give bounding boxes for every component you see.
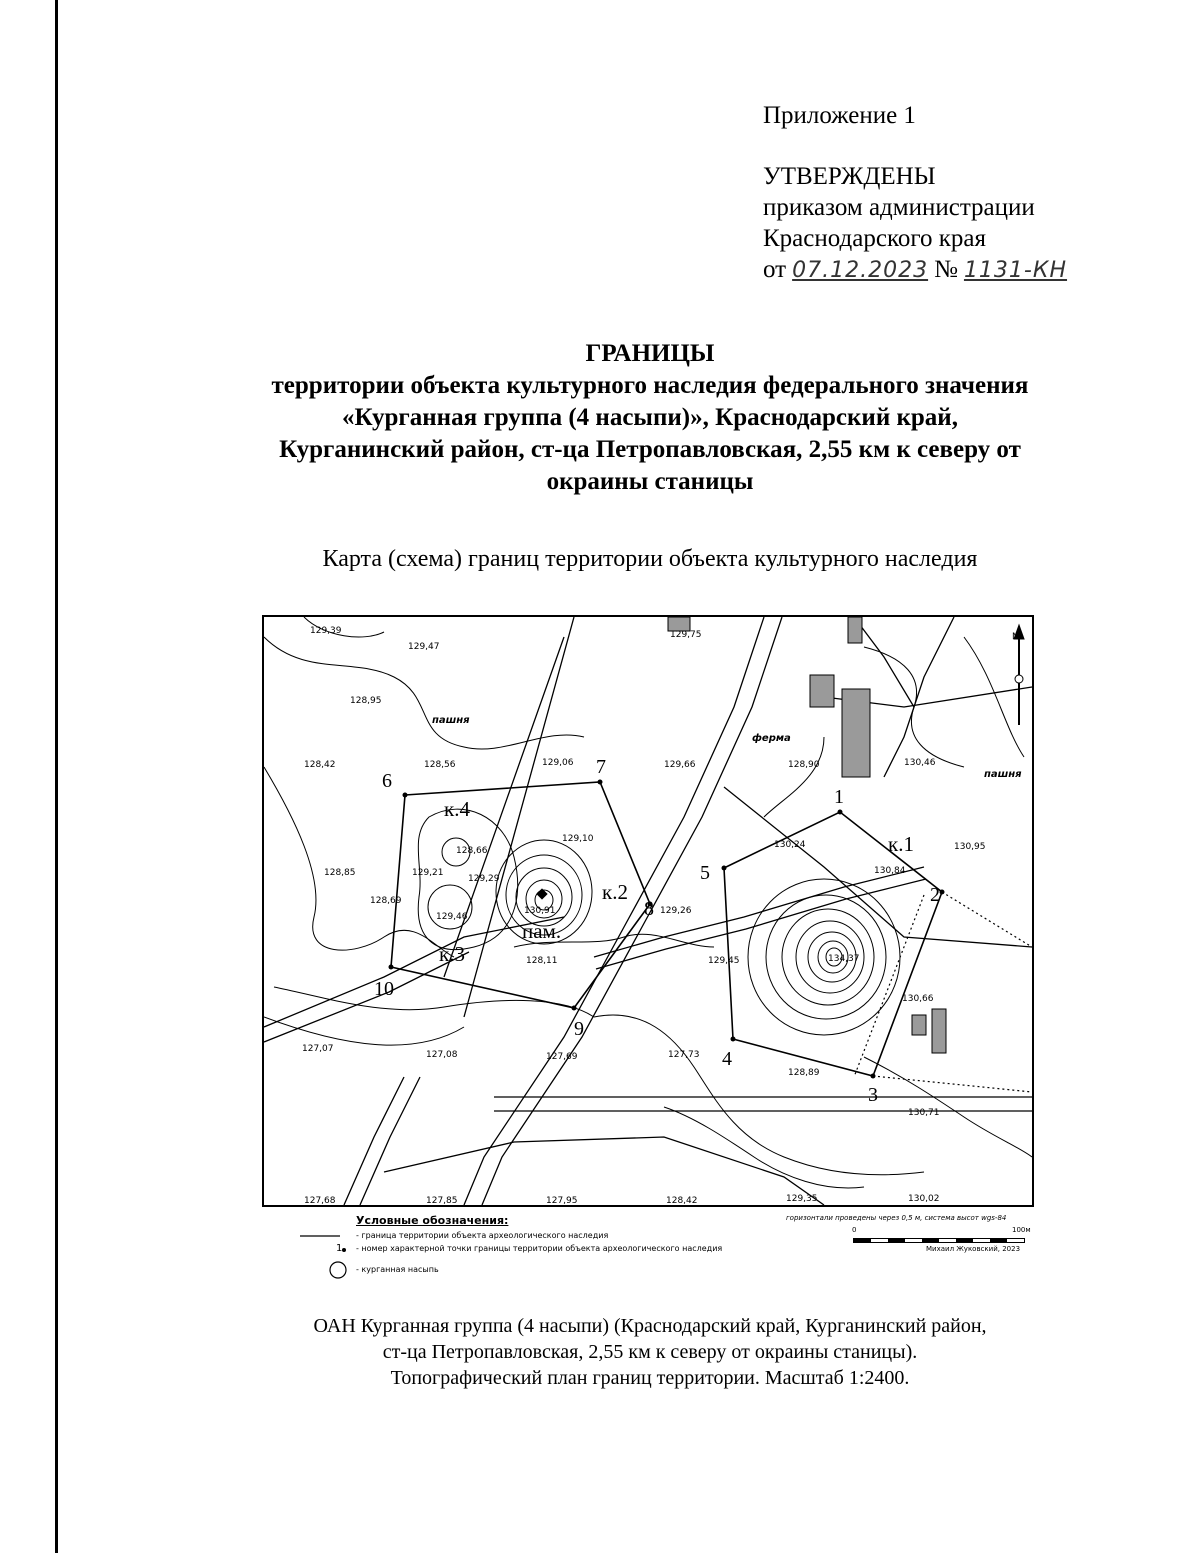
road-edge xyxy=(360,1077,420,1205)
title-line-2: «Курганная группа (4 насыпи)», Краснодарский край, xyxy=(342,404,958,431)
map-caption xyxy=(250,1313,1050,1391)
elevation-label: 128,69 xyxy=(370,896,402,906)
fence-line xyxy=(873,1076,1032,1092)
building xyxy=(668,617,690,631)
map-subtitle: Карта (схема) границ территории объекта культурного наследия xyxy=(322,546,978,572)
mound-label-k2: к.2 xyxy=(602,880,628,904)
area-label-arable: пашня xyxy=(984,769,1022,780)
document-title xyxy=(150,338,1150,498)
point-label-10: 10 xyxy=(374,978,394,1000)
appendix-label: Приложение 1 xyxy=(763,102,916,129)
point-label-5: 5 xyxy=(700,862,710,884)
elevation-label: 129,75 xyxy=(670,630,702,640)
area-label-farm: ферма xyxy=(752,733,791,744)
boundary-point-3 xyxy=(871,1074,876,1079)
contour-line xyxy=(264,767,454,957)
mound-label-k1: к.1 xyxy=(888,832,914,856)
scale-zero: 0 xyxy=(852,1226,857,1234)
elevation-label: 128,89 xyxy=(788,1068,820,1078)
road-edge xyxy=(384,1137,824,1205)
legend-symbols xyxy=(300,1232,350,1282)
elevation-label: 128,66 xyxy=(456,846,488,856)
building xyxy=(842,689,870,777)
point-label-4: 4 xyxy=(722,1048,732,1070)
boundary-point-5 xyxy=(722,866,727,871)
elevation-label: 127,95 xyxy=(546,1196,578,1205)
boundary-point-9 xyxy=(572,1006,577,1011)
caption-line-1: ОАН Курганная группа (4 насыпи) (Краснодарский край, Курганинский район, xyxy=(313,1315,987,1337)
title-line-4: окраины станицы xyxy=(546,468,754,495)
boundary-point-4 xyxy=(731,1037,736,1042)
elevation-label: 127,69 xyxy=(546,1052,578,1062)
building xyxy=(848,617,862,643)
elevation-label: 129,35 xyxy=(786,1194,818,1204)
caption-line-3: Топографический план границ территории. Масштаб 1:2400. xyxy=(390,1367,910,1389)
elevation-label: 128,95 xyxy=(350,696,382,706)
order-date-line xyxy=(763,254,1073,286)
boundary-point-2 xyxy=(940,890,945,895)
boundary-point-10 xyxy=(389,965,394,970)
elevation-label: 129,29 xyxy=(468,874,500,884)
point-label-3: 3 xyxy=(868,1084,878,1106)
mound-k1-ring xyxy=(748,879,900,1035)
elevation-label: 127,68 xyxy=(304,1196,336,1205)
mound-label-k3: к.3 xyxy=(439,942,465,966)
legend-title: Условные обозначения: xyxy=(356,1214,509,1227)
boundary-point-6 xyxy=(403,793,408,798)
scale-bar xyxy=(853,1238,1025,1243)
elevation-label: 130,66 xyxy=(902,994,934,1004)
legend-boundary: - граница территории объекта археологического наследия xyxy=(356,1231,609,1240)
fence-line xyxy=(942,892,1032,947)
legend-point-symbol xyxy=(342,1248,346,1252)
elevation-label: 130,84 xyxy=(874,866,906,876)
elevation-label: 130,91 xyxy=(524,906,556,916)
elevation-label: 129,46 xyxy=(436,912,468,922)
point-label-7: 7 xyxy=(596,756,606,778)
monument-label: пам. xyxy=(522,919,562,943)
elevation-label: 128,42 xyxy=(666,1196,698,1205)
building xyxy=(912,1015,926,1035)
elevation-label: 129,06 xyxy=(542,758,574,768)
contour-line xyxy=(264,637,584,749)
contour-line xyxy=(864,1057,1032,1157)
handwritten-number: 1131-КН xyxy=(963,258,1068,283)
elevation-label: 134,37 xyxy=(828,954,860,964)
point-label-1: 1 xyxy=(834,786,844,808)
order-line-1: приказом администрации xyxy=(763,194,1035,221)
elevation-label: 130,24 xyxy=(774,840,806,850)
building xyxy=(932,1009,946,1053)
elevation-label: 127,85 xyxy=(426,1196,458,1205)
number-prefix: № xyxy=(934,256,958,283)
elevation-label: 129,39 xyxy=(310,626,342,636)
legend-mound: - курганная насыпь xyxy=(356,1265,439,1274)
elevation-label: 129,21 xyxy=(412,868,444,878)
contour-line xyxy=(964,637,1024,757)
scale-end: 100м xyxy=(1012,1226,1031,1234)
elevation-label: 130,95 xyxy=(954,842,986,852)
point-label-2: 2 xyxy=(930,884,940,906)
mound-k3 xyxy=(428,885,472,929)
elevation-label: 128,11 xyxy=(526,956,558,966)
elevation-label: 128,42 xyxy=(304,760,336,770)
legend-mound-symbol xyxy=(330,1262,346,1278)
elevation-label: 129,45 xyxy=(708,956,740,966)
date-prefix: от xyxy=(763,256,787,283)
elevation-label: 127,08 xyxy=(426,1050,458,1060)
title-line-1: территории объекта культурного наследия федерального значения xyxy=(271,372,1029,399)
point-label-8: 8 xyxy=(644,898,654,920)
road-edge xyxy=(344,1077,404,1205)
contour-line xyxy=(764,737,824,817)
elevation-label: 128,90 xyxy=(788,760,820,770)
title-heading: ГРАНИЦЫ xyxy=(585,340,715,367)
track xyxy=(464,617,574,1017)
approved-label: УТВЕРЖДЕНЫ xyxy=(763,163,936,190)
point-label-9: 9 xyxy=(574,1018,584,1040)
elevation-label: 127,07 xyxy=(302,1044,334,1054)
elevation-label: 129,26 xyxy=(660,906,692,916)
point-label-6: 6 xyxy=(382,770,392,792)
caption-line-2: ст-ца Петропавловская, 2,55 км к северу от окраины станицы). xyxy=(382,1341,918,1363)
elevation-label: 127,73 xyxy=(668,1050,700,1060)
elevation-label: 130,71 xyxy=(908,1108,940,1118)
topographic-map xyxy=(262,615,1034,1207)
approval-block xyxy=(763,100,1073,286)
road-edge xyxy=(884,617,954,777)
map-legend xyxy=(300,1214,1040,1284)
boundary-point-7 xyxy=(598,780,603,785)
left-margin-rule xyxy=(55,0,58,1553)
map-author: Михаил Жуковский, 2023 xyxy=(926,1245,1021,1253)
elevation-label: 130,02 xyxy=(908,1194,940,1204)
contour-note: горизонтали проведены через 0,5 м, система высот wgs-84 xyxy=(786,1214,1007,1222)
building xyxy=(810,675,834,707)
contour-line xyxy=(264,1017,464,1045)
handwritten-date: 07.12.2023 xyxy=(792,258,929,283)
area-label-arable: пашня xyxy=(432,715,470,726)
mound-label-k4: к.4 xyxy=(444,797,470,821)
elevation-label: 129,47 xyxy=(408,642,440,652)
elevation-label: 130,46 xyxy=(904,758,936,768)
order-line-2: Краснодарского края xyxy=(763,225,986,252)
elevation-label: 128,56 xyxy=(424,760,456,770)
legend-point-marker: 1 xyxy=(336,1243,343,1254)
elevation-label: 128,85 xyxy=(324,868,356,878)
elevation-label: 129,66 xyxy=(664,760,696,770)
north-letter: N xyxy=(1012,632,1019,642)
legend-point: - номер характерной точки границы территории объекта археологического наследия xyxy=(356,1244,723,1253)
boundary-point-1 xyxy=(838,810,843,815)
title-line-3: Курганинский район, ст-ца Петропавловская, 2,55 км к северу от xyxy=(279,436,1021,463)
elevation-label: 129,10 xyxy=(562,834,594,844)
